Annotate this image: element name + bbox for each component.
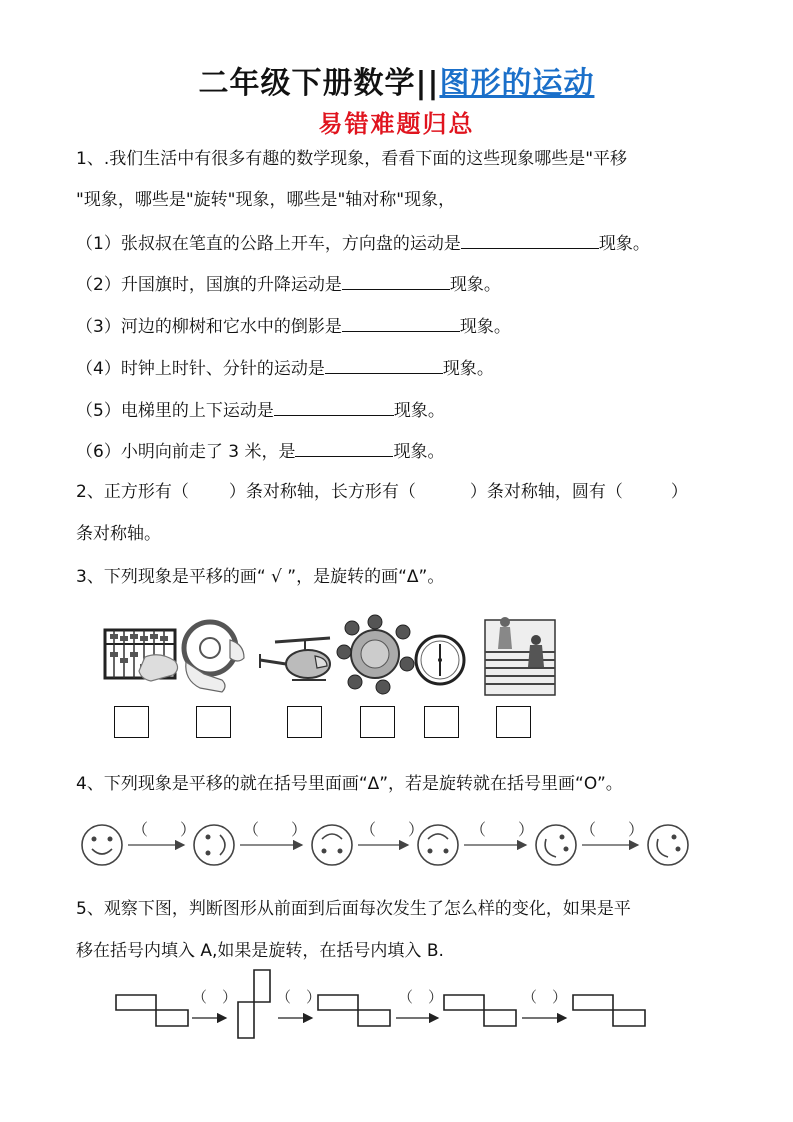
q1-item-4-text: （4）时钟上时针、分针的运动是 <box>76 359 325 379</box>
title-topic: 图形的运动 <box>439 66 595 101</box>
q3-pictures <box>100 612 570 697</box>
q1-item-4-suffix: 现象。 <box>442 359 494 379</box>
q4-text: 4、下列现象是平移的就在括号里面画“Δ”，若是旋转就在括号里画“O”。 <box>76 774 623 794</box>
q1-item-2-text: （2）升国旗时，国旗的升降运动是 <box>76 275 342 295</box>
q3-answer-box-3[interactable] <box>287 706 322 738</box>
q1-intro-line2: "现象，哪些是"旋转"现象，哪些是"轴对称"现象， <box>76 190 456 210</box>
q3-answer-box-1[interactable] <box>114 706 149 738</box>
q1-item-1-text: （1）张叔叔在笔直的公路上开车，方向盘的运动是 <box>76 234 461 254</box>
q1-item-1 <box>76 230 650 256</box>
q4-paren-2[interactable]: （ ） <box>243 820 308 839</box>
q4-paren-3[interactable]: （ ） <box>360 820 425 839</box>
q4-paren-5[interactable]: （ ） <box>580 820 645 839</box>
q5-paren-4[interactable]: （ ） <box>522 988 568 1006</box>
q1-item-5 <box>76 397 445 423</box>
q1-item-4-blank[interactable] <box>325 355 443 374</box>
zigzag-shape-3 <box>318 995 390 1026</box>
q2-circle-text: ）条对称轴，圆有（ <box>469 482 623 502</box>
q1-item-6-blank[interactable] <box>295 438 393 457</box>
q1-item-6-suffix: 现象。 <box>393 442 445 462</box>
title-separator: || <box>415 66 440 101</box>
merry-go-round-icon <box>337 615 414 694</box>
zigzag-shape-1 <box>116 995 188 1026</box>
q2-square-text: 2、正方形有（ <box>76 482 189 502</box>
q5-paren-2[interactable]: （ ） <box>276 988 322 1006</box>
zigzag-shape-5 <box>573 995 645 1026</box>
q1-intro-line1: 1、.我们生活中有很多有趣的数学现象，看看下面的这些现象哪些是"平移 <box>76 149 628 169</box>
q1-item-1-suffix: 现象。 <box>598 234 650 254</box>
q3-answer-box-2[interactable] <box>196 706 231 738</box>
zigzag-shape-2 <box>238 970 270 1038</box>
steering-wheel-icon <box>184 622 244 692</box>
smiley-face-icon-3 <box>312 825 352 865</box>
q4-paren-1[interactable]: （ ） <box>132 820 197 839</box>
q1-item-3-text: （3）河边的柳树和它水中的倒影是 <box>76 317 342 337</box>
page-title <box>0 58 793 102</box>
clock-icon <box>416 636 464 684</box>
q1-item-2-suffix: 现象。 <box>449 275 501 295</box>
q2-circle-close: ） <box>670 482 688 502</box>
q1-item-2-blank[interactable] <box>342 271 450 290</box>
q3-answer-box-6[interactable] <box>496 706 531 738</box>
q2-line2: 条对称轴。 <box>76 524 161 544</box>
page-subtitle: 易错难题归总 <box>318 110 475 138</box>
title-main: 二年级下册数学 <box>198 66 416 101</box>
smiley-face-icon-1 <box>82 825 122 865</box>
q3-text: 3、下列现象是平移的画“ √ ”，是旋转的画“Δ”。 <box>76 567 445 587</box>
escalator-icon <box>485 617 555 695</box>
q3-answer-box-5[interactable] <box>424 706 459 738</box>
helicopter-icon <box>260 638 330 680</box>
q5-paren-3[interactable]: （ ） <box>398 988 444 1006</box>
zigzag-shape-4 <box>444 995 516 1026</box>
q1-item-3-blank[interactable] <box>342 313 460 332</box>
q4-paren-4[interactable]: （ ） <box>470 820 535 839</box>
q1-item-6-text: （6）小明向前走了 3 米，是 <box>76 442 296 462</box>
q1-item-5-text: （5）电梯里的上下运动是 <box>76 401 274 421</box>
smiley-face-icon-2 <box>194 825 234 865</box>
abacus-icon <box>105 630 178 681</box>
q3-answer-box-4[interactable] <box>360 706 395 738</box>
q5-line1: 5、观察下图，判断图形从前面到后面每次发生了怎么样的变化，如果是平 <box>76 899 631 919</box>
q1-item-5-suffix: 现象。 <box>393 401 445 421</box>
q1-item-1-blank[interactable] <box>461 230 599 249</box>
q1-item-3-suffix: 现象。 <box>459 317 511 337</box>
q2-rectangle-text: ）条对称轴，长方形有（ <box>228 482 416 502</box>
q4-faces-diagram <box>80 815 700 875</box>
q2-line1 <box>76 480 688 504</box>
q5-shapes-diagram <box>108 962 653 1047</box>
q1-item-3 <box>76 313 511 339</box>
q1-item-5-blank[interactable] <box>274 397 394 416</box>
q5-line2: 移在括号内填入 A,如果是旋转，在括号内填入 B. <box>76 941 444 961</box>
q1-item-4 <box>76 355 494 381</box>
q1-item-6 <box>76 438 444 464</box>
q5-paren-1[interactable]: （ ） <box>192 988 238 1006</box>
q1-item-2 <box>76 271 501 297</box>
smiley-face-icon-5 <box>536 825 576 865</box>
smiley-face-icon-6 <box>648 825 688 865</box>
